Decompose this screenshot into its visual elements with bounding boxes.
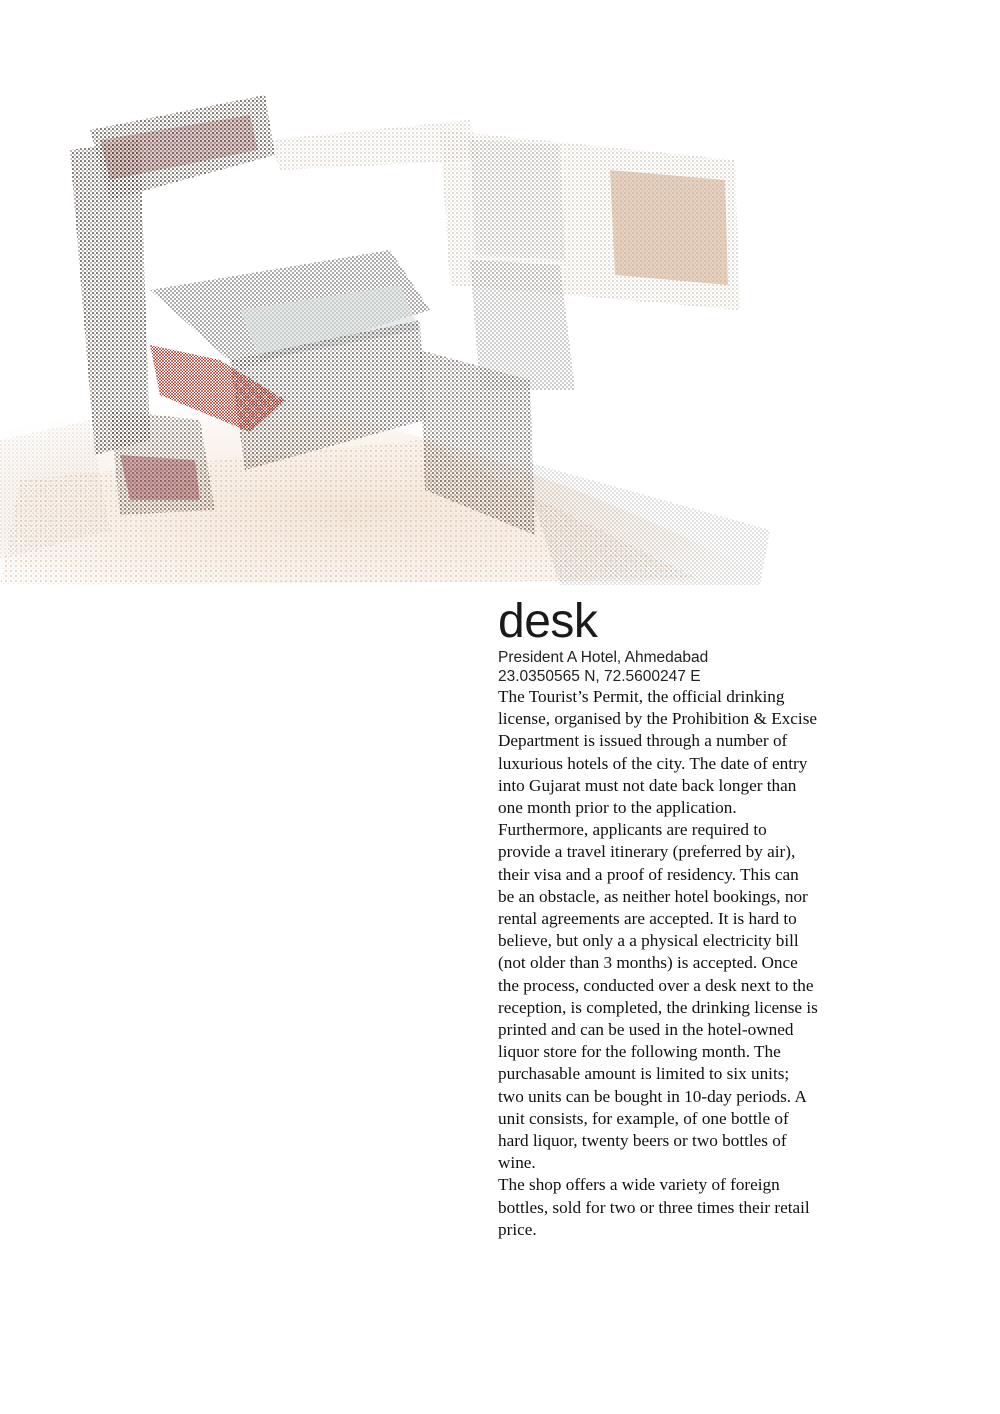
body-paragraph-1: The Tourist’s Permit, the official drinking license, organised by the Prohibition & Excise Department is issued through a number of luxurious hotels of the city. The date of entry into Gujarat must not date back longer than one month prior to the application. Furthermore, applicants are required to provide a travel itinerary (preferred by air), their visa and a proof of residency. This can be an obstacle, as neither hotel bookings, nor rental agreements are accepted. It is hard to believe, but only a a physical electricity bill (not older than 3 months) is accepted. Once the process, conducted over a desk next to the reception, is completed, the drinking license is printed and can be used in the hotel-owned liquor store for the following month. The purchasable amount is limited to six units; two units can be bought in 10-day periods. A unit consists, for example, of one bottle of hard liquor, twenty beers or two bottles of wine. [498,687,818,1173]
page-title: desk [498,595,598,648]
point-cloud-image [0,60,780,590]
body-paragraph-2: The shop offers a wide variety of foreign bottles, sold for two or three times their retail price. [498,1175,810,1239]
location-name: President A Hotel, Ahmedabad [498,649,709,666]
point-cloud-illustration [0,60,780,590]
gps-coordinates: 23.0350565 N, 72.5600247 E [498,668,701,685]
text-column [498,596,818,1241]
